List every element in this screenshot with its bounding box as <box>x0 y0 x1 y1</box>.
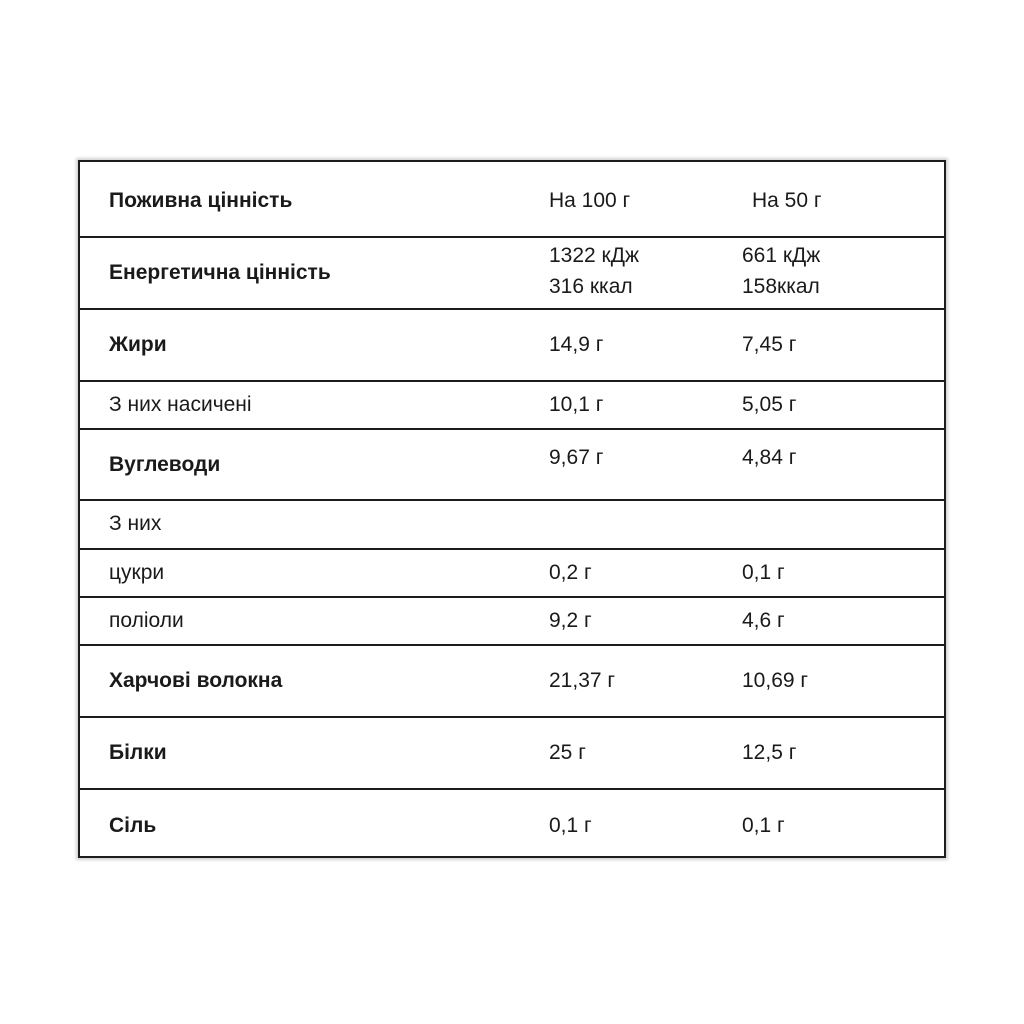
row-value-per-50g: 4,84 г <box>742 446 797 469</box>
row-value-per-100g: 9,2 г <box>549 609 592 632</box>
row-label: Харчові волокна <box>109 669 283 692</box>
row-value-per-100g <box>549 240 639 302</box>
row-value-per-100g: 10,1 г <box>549 393 604 416</box>
row-label: Сіль <box>109 814 157 837</box>
table-row-sugars <box>80 550 944 598</box>
row-label: Білки <box>109 741 167 764</box>
row-value-per-50g: 0,1 г <box>742 561 785 584</box>
energy-kcal-per-100g: 316 ккал <box>549 275 633 298</box>
row-value-per-100g: 0,2 г <box>549 561 592 584</box>
header-per-50g: На 50 г <box>752 189 822 212</box>
row-value-per-50g: 12,5 г <box>742 741 797 764</box>
table-row-salt <box>80 790 944 856</box>
energy-kcal-per-50g: 158ккал <box>742 275 820 298</box>
row-label: Вуглеводи <box>109 453 221 476</box>
row-label: поліоли <box>109 609 184 632</box>
table-row-dietary-fiber <box>80 646 944 718</box>
row-label: З них <box>109 512 162 535</box>
row-value-per-100g: 0,1 г <box>549 814 592 837</box>
row-value-per-100g: 21,37 г <box>549 669 616 692</box>
row-value-per-100g: 25 г <box>549 741 586 764</box>
row-label: цукри <box>109 561 165 584</box>
table-row-saturated <box>80 382 944 430</box>
row-value-per-50g <box>742 240 820 302</box>
table-header-row <box>80 162 944 238</box>
header-nutrition-value: Поживна цінність <box>109 189 293 212</box>
row-value-per-50g: 10,69 г <box>742 669 809 692</box>
energy-kj-per-50g: 661 кДж <box>742 244 821 267</box>
row-value-per-50g: 0,1 г <box>742 814 785 837</box>
nutrition-table <box>78 160 946 858</box>
row-value-per-100g: 9,67 г <box>549 446 604 469</box>
row-value-per-50g: 7,45 г <box>742 333 797 356</box>
table-row-of-which <box>80 501 944 550</box>
row-label: Жири <box>109 333 167 356</box>
table-row-fats <box>80 310 944 382</box>
row-label: Енергетична цінність <box>109 261 331 284</box>
row-value-per-50g: 5,05 г <box>742 393 797 416</box>
table-row-proteins <box>80 718 944 790</box>
row-value-per-100g: 14,9 г <box>549 333 604 356</box>
row-label: З них насичені <box>109 393 252 416</box>
table-row-energy <box>80 238 944 310</box>
table-row-carbohydrates <box>80 430 944 501</box>
header-per-100g: На 100 г <box>549 189 631 212</box>
row-value-per-50g: 4,6 г <box>742 609 785 632</box>
table-row-polyols <box>80 598 944 646</box>
energy-kj-per-100g: 1322 кДж <box>549 244 640 267</box>
